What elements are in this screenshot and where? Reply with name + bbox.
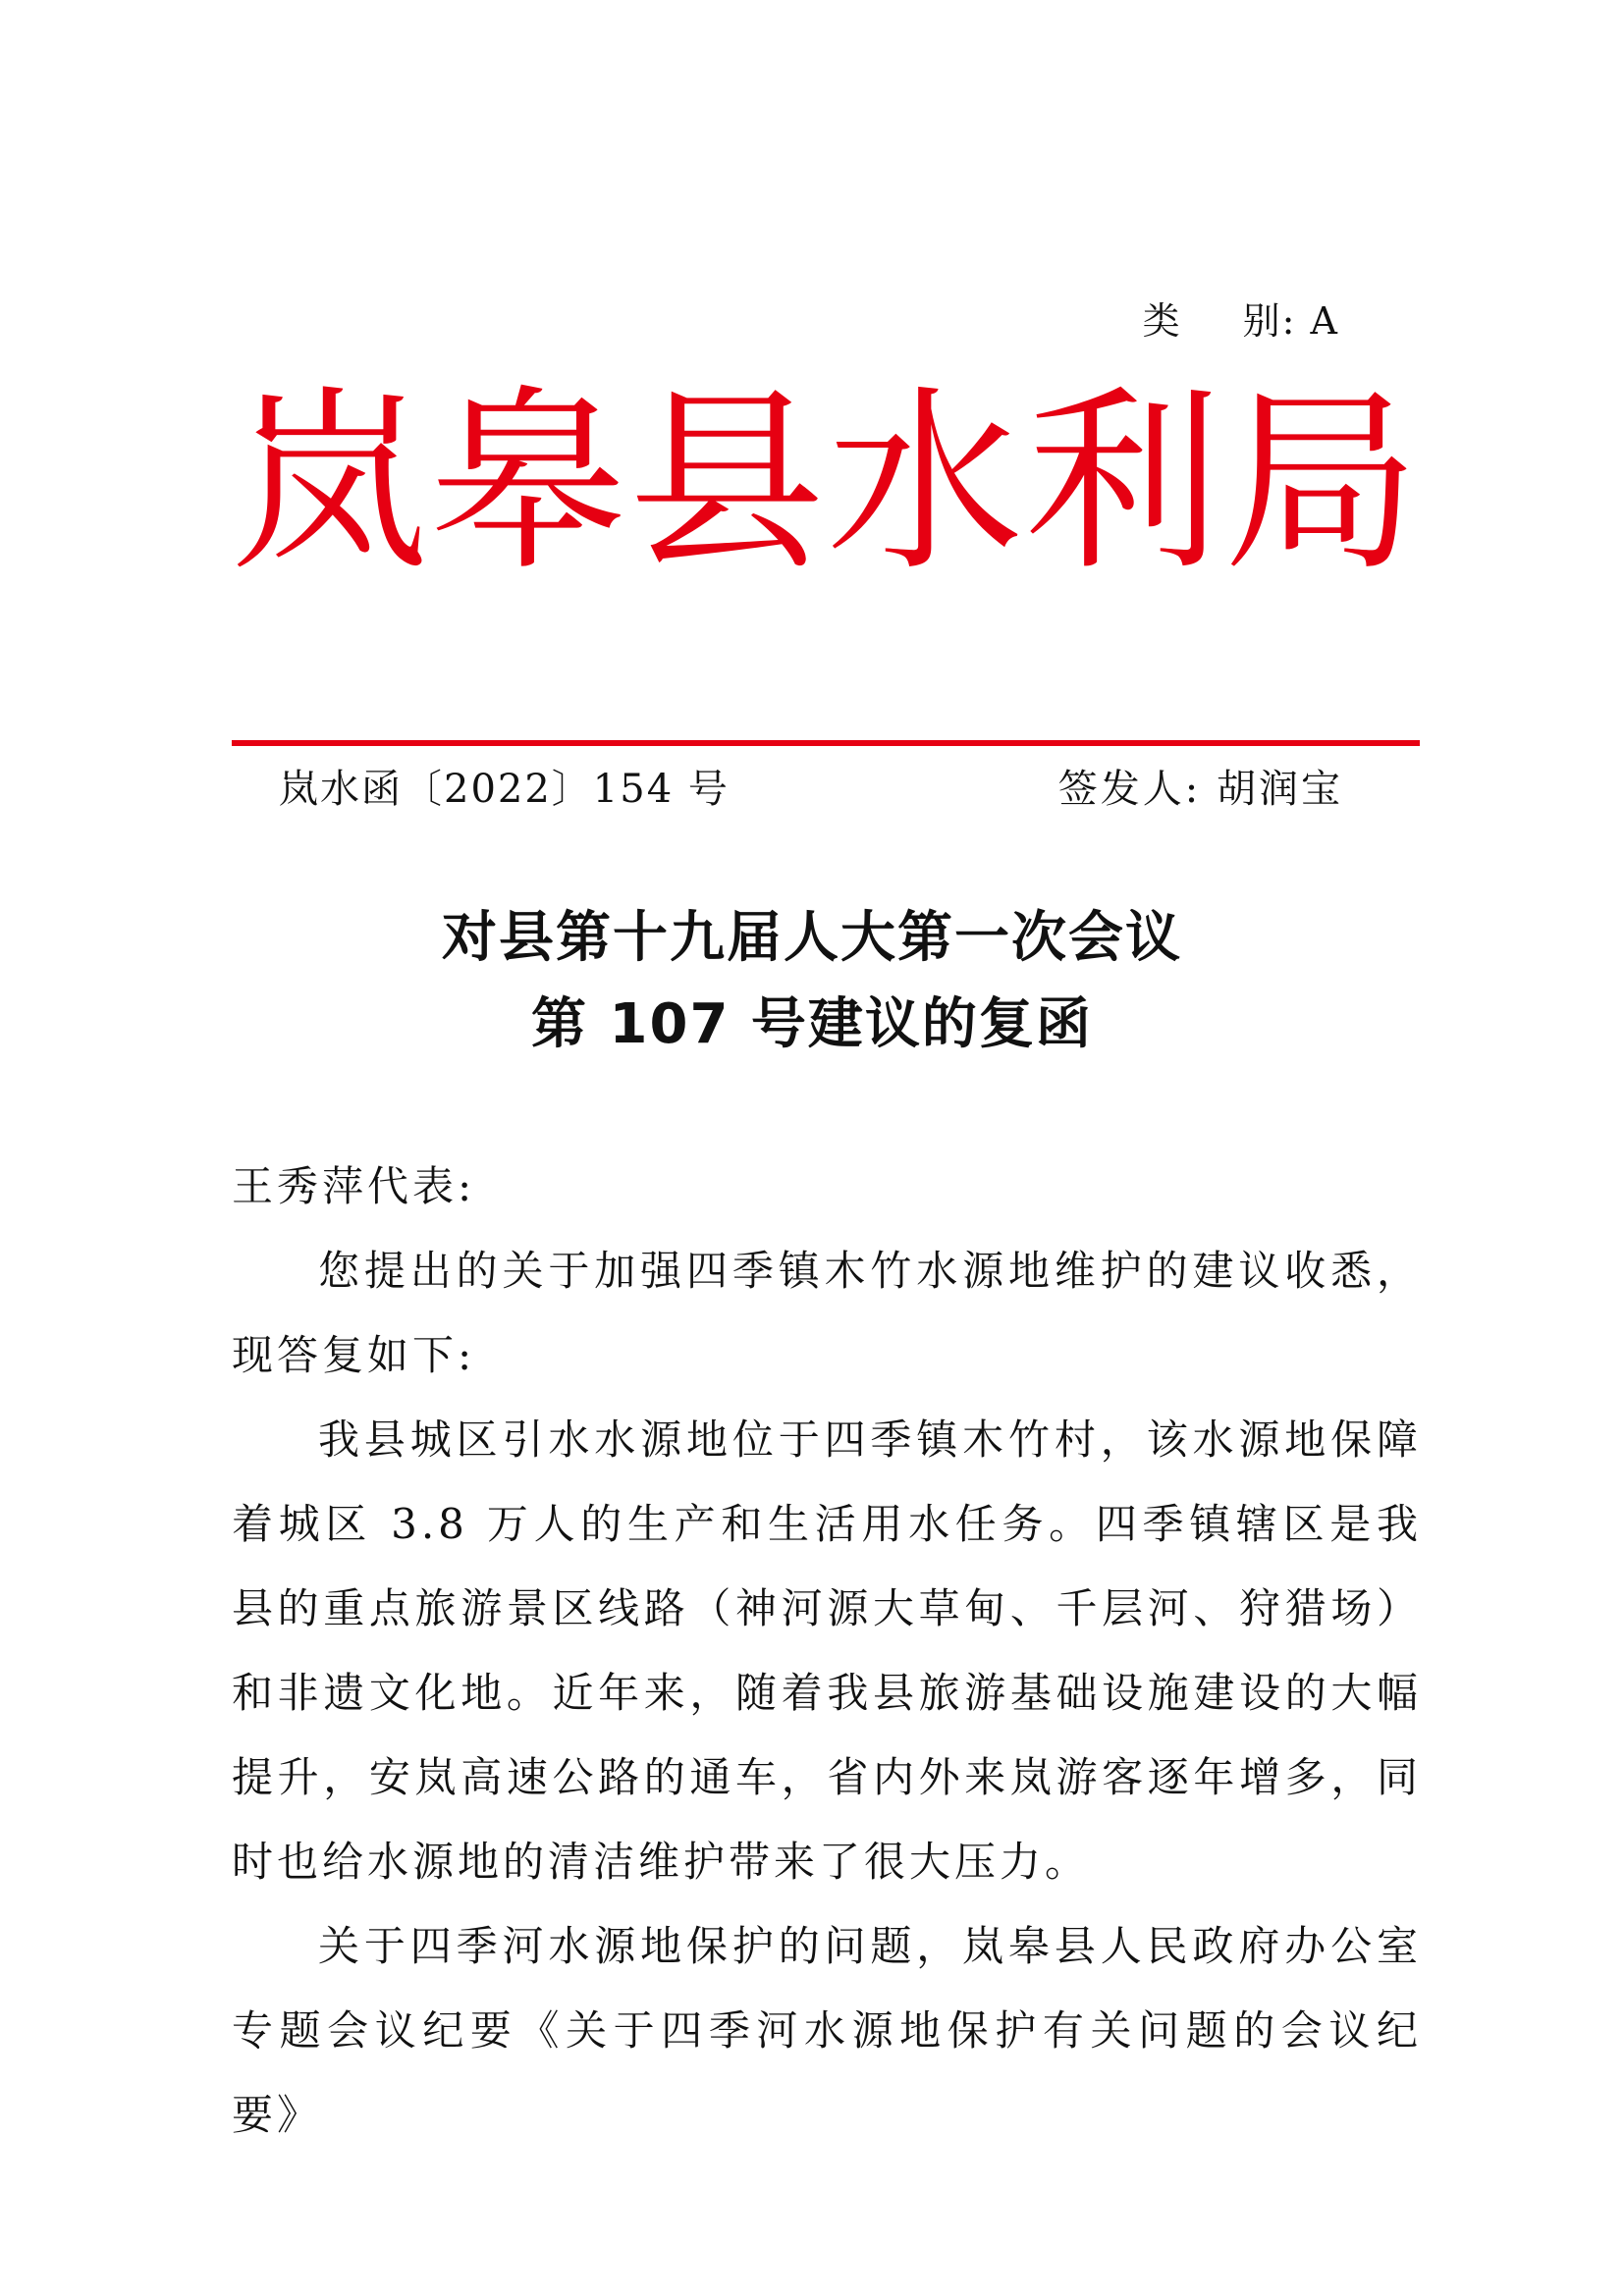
body-paragraph: 我县城区引水水源地位于四季镇木竹村，该水源地保障着城区 3.8 万人的生产和生活用水任务。四季镇辖区是我县的重点旅游景区线路（神河源大草甸、千层河、狩猎场）和非遗文化地。近年来，随着我县旅游基础设施建设的大幅提升，安岚高速公路的通车，省内外来岚游客逐年增多，同时也给水源地的清洁维护带来了很大压力。 — [232, 1415, 1422, 1886]
document-body — [232, 1145, 1422, 2158]
red-divider-line — [232, 740, 1420, 746]
body-paragraph: 您提出的关于加强四季镇木竹水源地维护的建议收悉，现答复如下: — [232, 1247, 1422, 1379]
category-label-char-2: 别: — [1242, 299, 1297, 343]
salutation: 王秀萍代表: — [232, 1162, 476, 1210]
masthead-char: 局 — [1222, 369, 1420, 598]
masthead-char: 县 — [627, 369, 825, 598]
category-label-char-1: 类 — [1142, 299, 1182, 343]
masthead-char: 水 — [826, 369, 1023, 598]
document-number: 岚水函〔2022〕154 号 — [279, 767, 730, 812]
title-line-1: 对县第十九届人大第一次会议 — [442, 906, 1182, 970]
title-line-2: 第 107 号建议的复函 — [531, 992, 1093, 1056]
body-paragraph: 关于四季河水源地保护的问题，岚皋县人民政府办公室专题会议纪要《关于四季河水源地保护有关问题的会议纪要》 — [232, 1922, 1422, 2139]
document-title — [0, 895, 1624, 1068]
category-label — [1143, 291, 1339, 345]
masthead-char: 利 — [1024, 369, 1221, 598]
masthead-title — [232, 369, 1420, 598]
masthead-char: 岚 — [232, 369, 429, 598]
signer: 签发人: 胡润宝 — [1057, 767, 1343, 812]
category-value: A — [1310, 299, 1339, 343]
masthead-char: 皋 — [429, 369, 626, 598]
